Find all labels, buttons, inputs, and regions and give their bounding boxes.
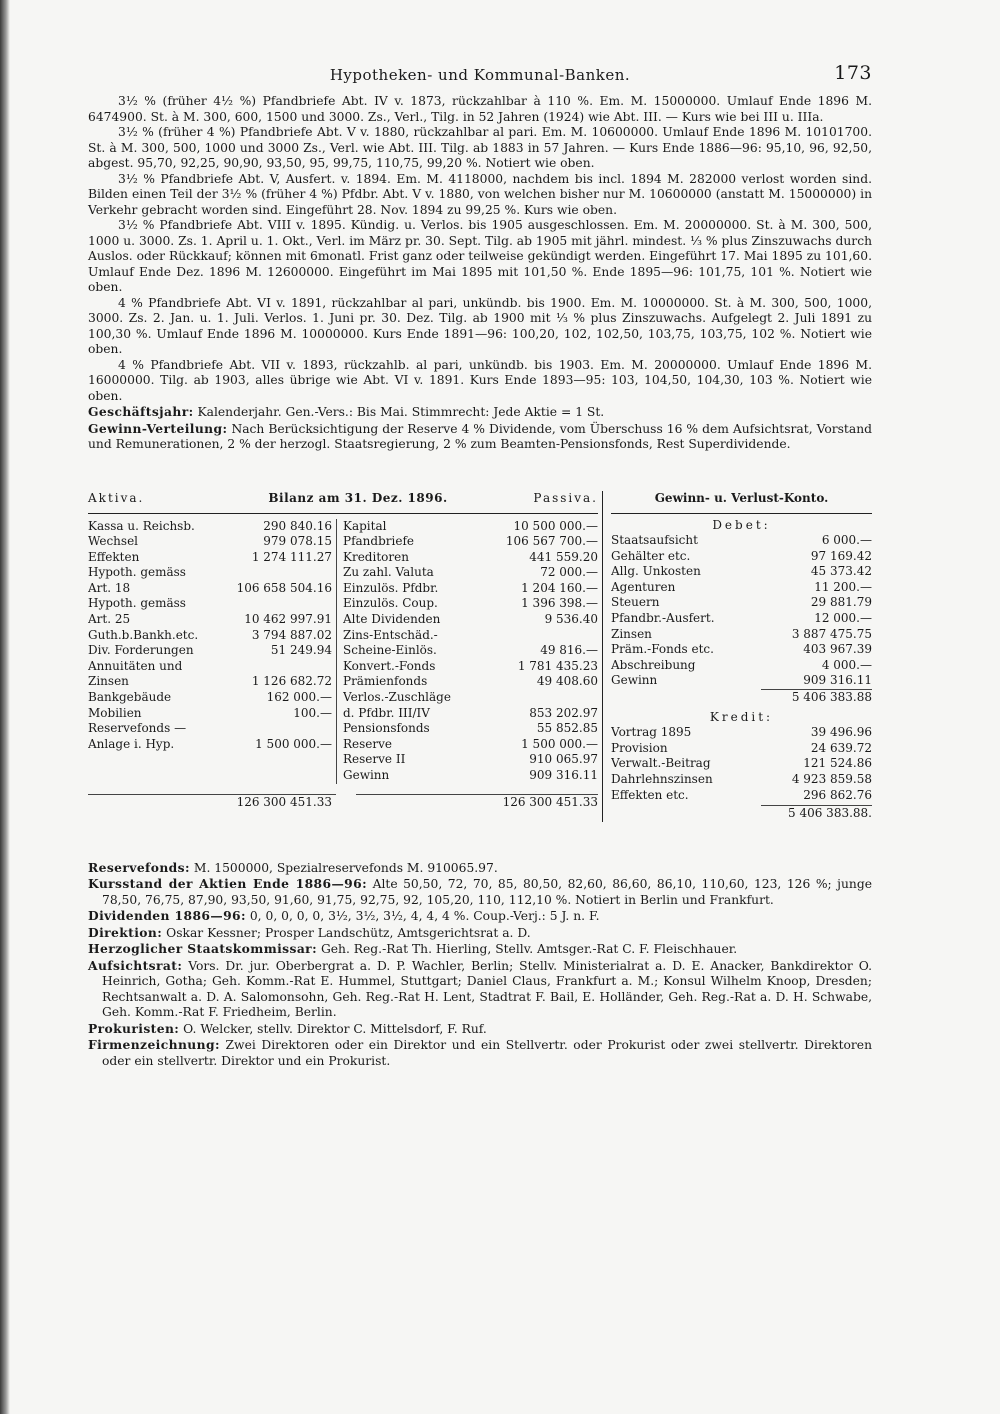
row-label: Allg. Unkosten [611,564,701,579]
aktiva-row [88,628,336,644]
row-value: 4 000.— [821,657,872,672]
detail-key: Prokuristen: [88,1020,180,1036]
row-value: 1 204 160.— [521,580,598,595]
passiva-row [343,674,598,690]
row-value: 979 078.15 [263,534,332,549]
row-label: Mobilien [88,705,142,720]
row-label: Zins-Entschäd.- [343,627,438,642]
row-label: Reserve [343,736,393,751]
detail-key: Kursstand der Aktien Ende 1886—96: [88,876,368,892]
row-value: 4 923 859.58 [791,772,872,786]
balance-totals [88,794,598,811]
page-number: 173 [834,62,872,84]
row-label: Kassa u. Reichsb. [88,518,195,533]
row-value: 49 408.60 [536,674,598,689]
row-label: Reservefonds — [88,721,187,736]
debet-row [611,564,872,580]
passiva-row [343,550,598,566]
detail-entry [88,941,872,958]
detail-text: O. Welcker, stellv. Direktor C. Mittelsdorf, F. Ruf. [183,1021,487,1036]
aktiva-row [88,674,336,690]
row-label: Anlage i. Hyp. [88,736,175,751]
row-value: 403 967.39 [803,642,872,657]
row-value: 290 840.16 [263,518,332,533]
passiva-row [343,768,598,784]
aktiva-column [88,519,337,784]
row-value: 853 202.97 [529,705,598,720]
paragraph: 4 % Pfandbriefe Abt. VII v. 1893, rückzahlb. al pari, unkündb. bis 1903. Em. M. 20000000. Umlauf Ende 1896 M. 16000000. Tilg. ab 1903, alles übrige wie Abt. VI v. 1891. Kurs Ende 1893—95: 103, 104,50, 104,30, 103 %. Notiert wie oben. [88,357,872,403]
row-label: Div. Forderungen [88,643,194,658]
row-value: 100.— [293,705,332,720]
debet-list [611,533,872,689]
row-label: Art. 18 [88,580,131,595]
row-label: Alte Dividenden [343,612,441,627]
passiva-row [343,643,598,659]
row-value: 909 316.11 [803,673,872,688]
row-label: Agenturen [611,579,676,594]
row-label: Pfandbr.-Ausfert. [611,611,715,626]
row-label: Bankgebäude [88,690,172,705]
detail-entry [88,1037,872,1069]
row-label: Verlos.-Zuschläge [343,690,451,705]
row-value: 6 000.— [821,533,872,548]
passiva-row [343,596,598,612]
aktiva-row [88,690,336,706]
row-value [214,596,336,612]
row-label: Effekten etc. [611,787,689,802]
row-label: Konvert.-Fonds [343,658,436,673]
meta-text: Nach Berücksichtigung der Reserve 4 % Dividende, vom Überschuss 16 % dem Aufsichtsrat, Vorstand und Remunerationen, 2 % der herzogl. Staatsregierung, 2 % zum Beamten-Pensionsfonds, Rest Superdividende. [88,421,872,451]
row-value: 11 200.— [814,579,872,594]
passiva-total: 126 300 451.33 [356,794,598,811]
detail-text: M. 1500000, Spezialreservefonds M. 910065.97. [193,860,498,875]
detail-key: Herzoglicher Staatskommissar: [88,941,318,957]
row-label: Steuern [611,595,660,610]
row-value: 3 887 475.75 [791,626,872,641]
detail-entry [88,1021,872,1038]
row-label: Gehälter etc. [611,548,691,563]
row-value: 29 881.79 [810,595,872,610]
aktiva-row [88,659,336,675]
row-value: 10 462 997.91 [244,612,332,627]
row-value: 121 524.86 [803,756,872,771]
passiva-row [343,519,598,535]
row-value [214,565,336,581]
passiva-row [343,721,598,737]
detail-key: Dividenden 1886—96: [88,908,246,924]
detail-text: Geh. Reg.-Rat Th. Hierling, Stellv. Amtsger.-Rat C. F. Fleischhauer. [320,942,738,957]
row-value: 72 000.— [540,565,598,580]
row-label: Kreditoren [343,549,409,564]
debet-total: 5 406 383.88 [761,689,872,706]
row-label: Pensionsfonds [343,721,430,736]
passiva-row [343,628,598,644]
paragraph: 3½ % Pfandbriefe Abt. V, Ausfert. v. 1894. Em. M. 4118000, nachdem bis incl. 1894 M. 282000 verlost worden sind. Bilden einen Teil der 3½ % (früher 4 %) Pfdbr. Abt. V v. 1880, von welchen bisher nur M. 10600000 (anstatt M. 15000000) in Verkehr gebracht worden sind. Eingeführt 28. Nov. 1894 zu 99,25 %. Kurs wie oben. [88,171,872,217]
aktiva-row [88,596,336,612]
row-label: Kapital [343,518,387,533]
row-value [478,628,598,644]
row-value: 3 794 887.02 [251,627,332,642]
detail-text: Zwei Direktoren oder ein Direktor und ein Stellvertr. oder Prokurist oder zwei stellvertr. Direktoren oder ein stellvertr. Direktor und ein Prokurist. [102,1038,872,1068]
row-label: Dahrlehnszinsen [611,772,713,786]
row-label: Effekten [88,549,140,564]
debet-row [611,580,872,596]
page-header [88,60,872,94]
row-value: 1 126 682.72 [251,674,332,689]
detail-text: Oskar Kessner; Prosper Landschütz, Amtsgerichtsrat a. D. [166,925,531,940]
row-label: Staatsaufsicht [611,533,698,548]
passiva-row [343,534,598,550]
debet-row [611,642,872,658]
detail-text: Alte 50,50, 72, 70, 85, 80,50, 82,60, 86,60, 86,10, 110,60, 123, 126 %; junge 78,50, 76,75, 87,90, 93,50, 91,60, 91,75, 92,75, 92, 105,20, 110, 112,10 %. Notiert in Berlin und Frankfurt. [102,877,872,907]
debet-row [611,549,872,565]
bond-paragraphs [88,94,872,404]
aktiva-row [88,550,336,566]
detail-key: Reservefonds: [88,859,190,875]
row-value: 909 316.11 [529,768,598,782]
aktiva-row [88,643,336,659]
row-label: Art. 25 [88,612,131,627]
aktiva-row [88,612,336,628]
detail-entry [88,860,872,877]
meta-key: Geschäftsjahr: [88,404,194,419]
debet-row [611,595,872,611]
aktiva-row [88,721,336,737]
aktiva-label: Aktiva. [88,490,145,505]
row-value [478,690,598,706]
row-value: 296 862.76 [803,787,872,802]
kredit-list [611,725,872,803]
row-value [214,659,336,675]
row-label: Zinsen [611,626,652,641]
aktiva-row [88,706,336,722]
aktiva-row [88,534,336,550]
row-value: 441 559.20 [529,549,598,564]
detail-entry [88,958,872,1021]
detail-entry [88,908,872,925]
row-label: Gewinn [611,673,658,688]
row-value: 1 781 435.23 [517,658,598,673]
row-label: Einzulös. Coup. [343,596,438,611]
detail-text: Vors. Dr. jur. Oberbergrat a. D. P. Wachler, Berlin; Stellv. Ministerialrat a. D. E. Anacker, Bankdirektor O. Heinrich, Gotha; Geh. Komm.-Rat E. Hummel, Stuttgart; Daniel Claus, Frankfurt a. M.; Konsul Wilhelm Knoop, Dresden; Rechtsanwalt a. D. A. Salomonsohn, Geh. Reg.-Rat H. Lent, Stadtrat F. Bail, E. Holländer, Geh. Reg.-Rat a. D. H. Schwabe, Geh. Komm.-Rat F. Friedheim, Berlin. [102,958,872,1020]
kredit-row [611,725,872,741]
detail-key: Aufsichtsrat: [88,957,183,973]
row-label: Hypoth. gemäss [88,565,186,580]
passiva-column [337,519,598,784]
debet-row [611,627,872,643]
profit-loss-account [603,491,872,822]
paragraph: 3½ % Pfandbriefe Abt. VIII v. 1895. Kündig. u. Verlos. bis 1905 ausgeschlossen. Em. M. 20000000. St. à M. 300, 500, 1000 u. 3000. Zs. 1. April u. 1. Okt., Verl. im März pr. 30. Sept. Tilg. ab 1905 mit jährl. mindest. ⅓ % plus Zinszuwachs durch Auslos. oder Rückkauf; können mit 6monatl. Frist ganz oder teilweise gekündigt werden. Eingeführt 17. Mai 1895 zu 101,60. Umlauf Ende Dez. 1896 M. 12600000. Eingeführt im Mai 1895 mit 101,50 %. Ende 1895—96: 101,75, 101 %. Notiert wie oben. [88,218,872,294]
row-value: 51 249.94 [270,643,332,658]
row-label: Annuitäten und [88,658,183,673]
row-value: 10 500 000.— [513,518,598,533]
row-label: Guth.b.Bankh.etc. [88,627,199,642]
row-value: 55 852.85 [536,721,598,736]
passiva-row [343,612,598,628]
row-label: Provision [611,740,668,755]
row-value: 106 658 504.16 [236,580,332,595]
passiva-row [343,737,598,753]
meta-key: Gewinn-Verteilung: [88,420,228,436]
passiva-label: Passiva. [533,490,598,505]
row-label: Verwalt.-Beitrag [611,756,711,771]
meta-entry [88,421,872,453]
balance-sheet [88,491,603,822]
kredit-total: 5 406 383.88. [761,805,872,822]
row-label: Gewinn [343,768,390,782]
balance-sheet-header [88,491,598,514]
row-label: Vortrag 1895 [611,725,692,740]
row-value: 162 000.— [266,690,332,705]
row-label: Abschreibung [611,657,696,672]
aktiva-total: 126 300 451.33 [88,794,336,811]
aktiva-row [88,565,336,581]
row-value: 910 065.97 [529,752,598,767]
debet-row [611,673,872,689]
detail-text: 0, 0, 0, 0, 0, 3½, 3½, 3½, 4, 4, 4 %. Coup.-Verj.: 5 J. n. F. [249,909,600,924]
balance-sheet-title: Bilanz am 31. Dez. 1896. [268,490,448,505]
passiva-row [343,581,598,597]
meta-entry [88,404,872,421]
row-value: 49 816.— [540,643,598,658]
document-page [88,60,872,1069]
row-value: 1 396 398.— [521,596,598,611]
row-value: 97 169.42 [810,548,872,563]
detail-key: Direktion: [88,924,163,940]
row-value: 9 536.40 [544,612,598,627]
debet-row [611,658,872,674]
row-label: Einzulös. Pfdbr. [343,580,439,595]
row-label: Hypoth. gemäss [88,596,186,611]
passiva-row [343,690,598,706]
aktiva-row [88,737,336,753]
paragraph: 4 % Pfandbriefe Abt. VI v. 1891, rückzahlbar al pari, unkündb. bis 1900. Em. M. 10000000. St. à M. 300, 500, 1000, 3000. Zs. 2. Jan. u. 1. Juli. Verlos. 1. Juni pr. 30. Dez. Tilg. ab 1900 mit ⅓ % plus Zinszuwachs. Aufgelegt 2. Juli 1891 zu 100,30 %. Umlauf Ende 1896 M. 10000000. Kurs Ende 1891—96: 100,20, 102, 102,50, 103,75, 103,75, 102 %. Notiert wie oben. [88,295,872,356]
meta-text: Kalenderjahr. Gen.-Vers.: Bis Mai. Stimmrecht: Jede Aktie = 1 St. [197,405,605,419]
paragraph: 3½ % (früher 4½ %) Pfandbriefe Abt. IV v. 1873, rückzahlbar à 110 %. Em. M. 15000000. Umlauf Ende 1896 M. 6474900. St. à M. 300, 600, 1500 und 3000. Zs., Verl., Tilg. in 52 Jahren (1924) wie Abt. III. — Kurs wie bei III u. IIIa. [88,94,872,124]
row-value: 1 500 000.— [255,736,332,751]
detail-key: Firmenzeichnung: [88,1037,220,1053]
kredit-row [611,788,872,804]
debet-label: Debet: [712,517,771,532]
row-value: 1 500 000.— [521,736,598,751]
row-label: Reserve II [343,752,406,767]
row-label: Scheine-Einlös. [343,643,437,658]
row-value: 45 373.42 [810,564,872,579]
row-label: d. Pfdbr. III/IV [343,705,430,720]
running-title: Hypotheken- und Kommunal-Banken. [329,66,631,84]
aktiva-row [88,581,336,597]
row-label: Prämienfonds [343,674,428,689]
aktiva-row [88,519,336,535]
kredit-row [611,741,872,757]
row-value: 1 274 111.27 [251,549,332,564]
company-details [88,860,872,1070]
financial-statements [88,491,872,822]
scan-binding-edge [0,0,10,1414]
row-label: Pfandbriefe [343,534,414,549]
kredit-row [611,772,872,788]
row-value: 106 567 700.— [505,534,598,549]
row-value: 12 000.— [814,611,872,626]
row-label: Wechsel [88,534,139,549]
kredit-label: Kredit: [709,709,774,724]
detail-entry [88,925,872,942]
row-label: Zu zahl. Valuta [343,565,434,580]
row-value [214,721,336,737]
passiva-row [343,565,598,581]
row-value: 24 639.72 [810,740,872,755]
debet-row [611,611,872,627]
row-value: 39 496.96 [810,725,872,740]
row-label: Präm.-Fonds etc. [611,642,714,657]
debet-row [611,533,872,549]
paragraph: 3½ % (früher 4 %) Pfandbriefe Abt. V v. 1880, rückzahlbar al pari. Em. M. 10600000. Umlauf Ende 1896 M. 10101700. St. à M. 300, 500, 1000 und 3000 Zs., Verl. wie Abt. III. Tilg. ab 1883 in 57 Jahren. — Kurs Ende 1886—96: 95,10, 96, 92,50, abgest. 95,70, 92,25, 90,90, 93,50, 95, 99,75, 110,75, 99,20 %. Notiert wie oben. [88,125,872,170]
profit-loss-title: Gewinn- u. Verlust-Konto. [611,491,872,514]
kredit-row [611,756,872,772]
passiva-row [343,706,598,722]
detail-entry [88,876,872,908]
passiva-row [343,659,598,675]
passiva-row [343,752,598,768]
row-label: Zinsen [88,674,129,689]
